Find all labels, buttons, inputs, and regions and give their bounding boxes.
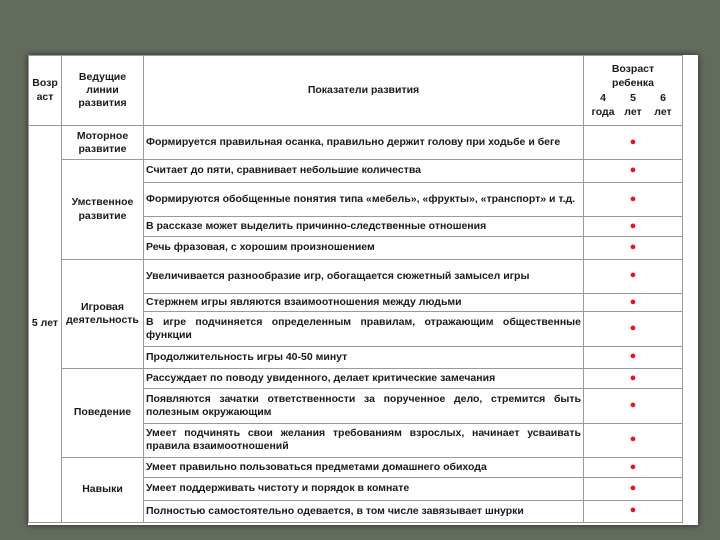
marker-dot: ● (629, 192, 637, 205)
header-row (29, 56, 683, 126)
age-marker (584, 346, 683, 368)
indicator-text: Умеет поддерживать чистоту и порядок в комнате (144, 478, 584, 500)
age-unit-6: лет (654, 105, 672, 118)
age-marker (584, 160, 683, 182)
table-row (29, 259, 683, 293)
age-marker (584, 126, 683, 160)
marker-dot: ● (629, 433, 637, 446)
age-5: 5 (630, 91, 636, 104)
marker-dot: ● (629, 164, 637, 177)
age-marker (584, 182, 683, 216)
age-marker (584, 237, 683, 259)
line-play: Игровая деятельность (62, 259, 144, 368)
table-row (29, 126, 683, 160)
age-marker (584, 458, 683, 478)
line-mental: Умственное развитие (62, 160, 144, 259)
age-marker (584, 259, 683, 293)
lines-column-header: Ведущие линии развития (62, 56, 144, 126)
table-row (29, 160, 683, 182)
indicator-text: Рассуждает по поводу увиденного, делает критические замечания (144, 368, 584, 388)
marker-dot: ● (629, 241, 637, 254)
marker-dot: ● (629, 504, 637, 517)
age-marker (584, 217, 683, 237)
age-marker (584, 368, 683, 388)
table-row (29, 368, 683, 388)
indicator-text: Полностью самостоятельно одевается, в том числе завязывает шнурки (144, 500, 584, 522)
line-motor: Моторное развитие (62, 126, 144, 160)
marker-dot: ● (629, 399, 637, 412)
age-column-header: Возраст (29, 56, 62, 126)
indicator-text: В игре подчиняется определенным правилам, отражающим общественные функции (144, 312, 584, 346)
age-marker (584, 478, 683, 500)
indicator-text: Формируется правильная осанка, правильно держит голову при ходьбе и беге (144, 126, 584, 160)
age-units (586, 105, 680, 119)
indicators-column-header: Показатели развития (144, 56, 584, 126)
age-4: 4 (600, 91, 606, 104)
table-row (29, 458, 683, 478)
indicator-text: Увеличивается разнообразие игр, обогащается сюжетный замысел игры (144, 259, 584, 293)
indicator-text: В рассказе может выделить причинно-следственные отношения (144, 217, 584, 237)
indicator-text: Стержнем игры являются взаимоотношения между людьми (144, 294, 584, 312)
indicator-text: Считает до пяти, сравнивает небольшие количества (144, 160, 584, 182)
age-marker (584, 294, 683, 312)
marker-dot: ● (629, 350, 637, 363)
marker-dot: ● (629, 322, 637, 335)
marker-dot: ● (629, 269, 637, 282)
line-skills: Навыки (62, 458, 144, 523)
marker-dot: ● (629, 135, 637, 148)
indicator-text: Продолжительность игры 40-50 минут (144, 346, 584, 368)
indicator-text: Умеет подчинять свои желания требованиям взрослых, начинает усваивать правила взаимоотношений (144, 423, 584, 457)
marker-dot: ● (629, 460, 637, 473)
age-unit-4: года (591, 105, 615, 118)
marker-dot: ● (629, 219, 637, 232)
marker-dot: ● (629, 371, 637, 384)
age-unit-5: лет (624, 105, 642, 118)
age-marker (584, 389, 683, 423)
development-table (28, 55, 683, 523)
marker-dot: ● (629, 295, 637, 308)
age-numbers (586, 91, 680, 105)
indicator-text: Появляются зачатки ответственности за порученное дело, стремится быть полезным окружающим (144, 389, 584, 423)
age-6: 6 (660, 91, 666, 104)
line-behavior: Поведение (62, 368, 144, 457)
child-age-title: Возраст ребенка (611, 63, 655, 90)
age-group-cell: 5 лет (29, 126, 62, 523)
indicator-text: Умеет правильно пользоваться предметами домашнего обихода (144, 458, 584, 478)
indicator-text: Формируются обобщенные понятия типа «мебель», «фрукты», «транспорт» и т.д. (144, 182, 584, 216)
child-age-header (584, 56, 683, 126)
age-marker (584, 500, 683, 522)
indicator-text: Речь фразовая, с хорошим произношением (144, 237, 584, 259)
age-marker (584, 423, 683, 457)
marker-dot: ● (629, 482, 637, 495)
age-marker (584, 312, 683, 346)
